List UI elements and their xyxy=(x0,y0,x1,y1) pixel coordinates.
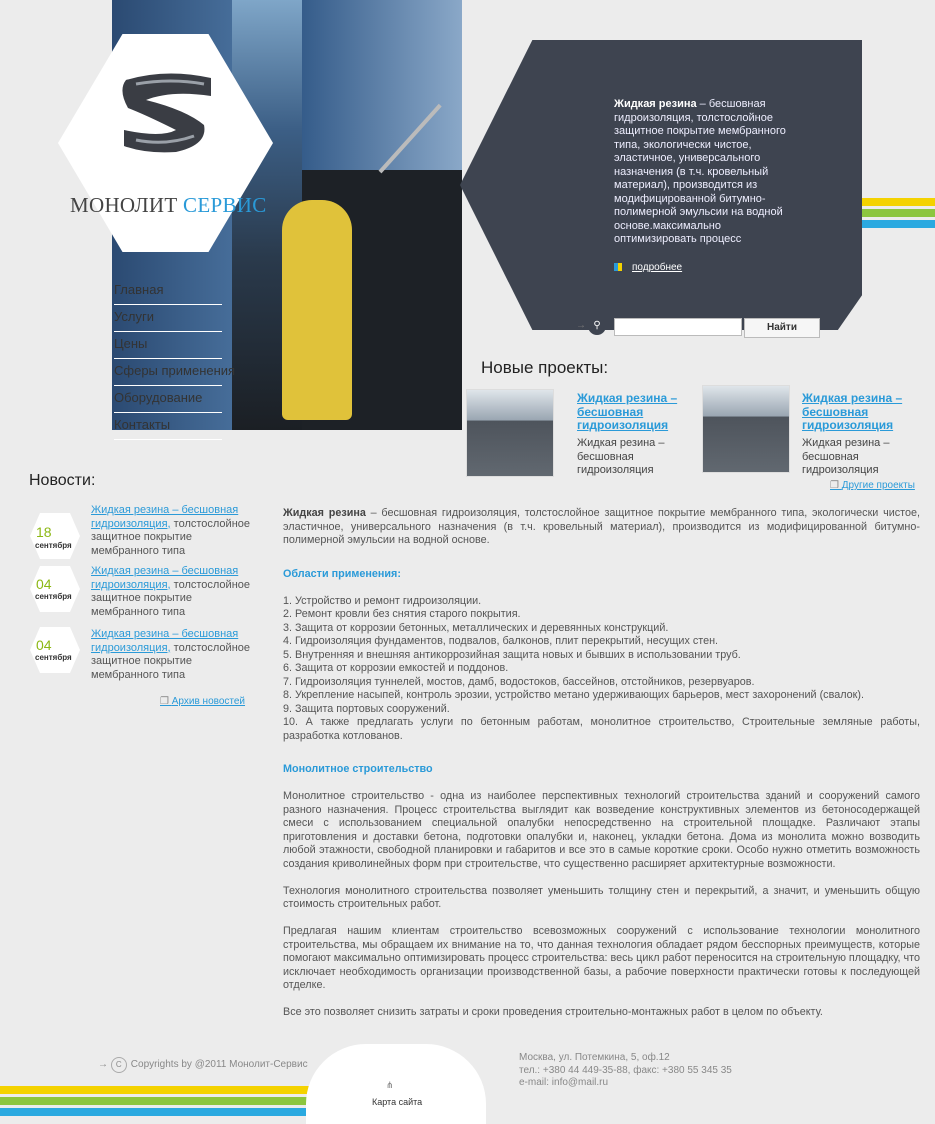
footer-email: e-mail: info@mail.ru xyxy=(519,1077,609,1088)
logo-word-2: СЕРВИС xyxy=(183,193,267,217)
search-button[interactable]: Найти xyxy=(744,318,820,338)
footer-address: Москва, ул. Потемкина, 5, оф.12 xyxy=(519,1052,670,1063)
archive-label: Архив новостей xyxy=(171,696,246,707)
copy-icon: ❐ xyxy=(830,480,842,491)
news-link[interactable]: Жидкая резина – бесшовная гидроизоляция, xyxy=(91,628,239,654)
news-month: сентября xyxy=(35,653,72,662)
intro-text: – бесшовная гидроизоляция, толстослойное защитное покрытие мембранного типа, экологически чистое, эластичное, универсального назначения (в т.ч. кровельный материал), производится из модифицированной битумно-полимерной эмульсии на водной основе. xyxy=(283,507,920,546)
promo-bold: Жидкая резина xyxy=(614,98,697,110)
more-projects-link[interactable] xyxy=(830,480,915,491)
decor-stripes-bottom xyxy=(0,1086,320,1116)
copyright xyxy=(98,1057,308,1073)
news-day: 04 xyxy=(36,576,52,592)
footer-contacts xyxy=(519,1052,732,1090)
worker-figure xyxy=(282,200,352,420)
main-nav xyxy=(114,278,236,440)
logo-s-icon[interactable] xyxy=(116,70,218,156)
intro-paragraph xyxy=(283,507,920,548)
copy-icon: ❐ xyxy=(160,696,172,707)
footer-phones: тел.: +380 44 449-35-88, факс: +380 55 345 35 xyxy=(519,1064,732,1076)
news-link[interactable]: Жидкая резина – бесшовная гидроизоляция, xyxy=(91,504,239,530)
list-item: 9. Защита портовых сооружений. xyxy=(283,702,450,715)
nav-item-applications[interactable]: Сферы применения xyxy=(114,359,222,386)
project-description: Жидкая резина – бесшовная гидроизоляция xyxy=(577,437,665,476)
paragraph: Технология монолитного строительства позволяет уменьшить толщину стен и перекрытий, а значит, и уменьшить общую стоимость строительных работ. xyxy=(283,884,920,910)
list-item: 8. Укрепление насыпей, контроль эрозии, устройство метано удерживающих барьеров, мест захоронений (свалок). xyxy=(283,689,864,701)
logo-word-1: МОНОЛИТ xyxy=(70,193,178,217)
copyright-icon: C xyxy=(111,1057,127,1073)
more-bullet-icon xyxy=(614,263,622,271)
news-month: сентября xyxy=(35,541,72,550)
list-item: 7. Гидроизоляция туннелей, мостов, дамб, водостоков, бассейнов, отстойников, резервуаров. xyxy=(283,675,755,688)
paragraph: Монолитное строительство - одна из наиболее перспективных технологий строительства зданий и сооружений самого разного назначения. Процесс строительства выглядит как возведение конструктивных элементов из бетоносодержащей смеси с использованием специальной опалубки непосредственно на строительной площадке. Различают этапы приготовления и доставки бетона, подготовки опалубки и, наконец, укладки бетона. Дома из монолита можно возводить любой этажности, свободной планировки и габаритов и все это в самые короткие сроки. Особо нужно отметить возможность создания криволинейных форм при строительстве, что существенно расширяет архитектурные возможности. xyxy=(283,790,920,870)
news-month: сентября xyxy=(35,592,72,601)
projects-heading: Новые проекты: xyxy=(481,358,609,377)
promo-text xyxy=(614,98,804,247)
sitemap-icon[interactable]: ⋔ xyxy=(386,1080,394,1090)
news-day: 04 xyxy=(36,637,52,653)
project-title-link[interactable]: Жидкая резина – бесшовная гидроизоляция xyxy=(802,391,903,432)
list-item: 3. Защита от коррозии бетонных, металлических и деревянных конструкций. xyxy=(283,621,669,634)
nav-item-home[interactable]: Главная xyxy=(114,278,222,305)
nav-item-equipment[interactable]: Оборудование xyxy=(114,386,222,413)
list-item: 6. Защита от коррозии емкостей и поддонов. xyxy=(283,662,509,674)
news-item xyxy=(91,628,259,682)
project-thumbnail[interactable] xyxy=(466,389,554,477)
nav-item-contacts[interactable]: Контакты xyxy=(114,413,222,440)
news-text: толстослойное защитное покрытие мембранного типа xyxy=(91,641,251,681)
areas-heading: Области применения: xyxy=(283,567,401,580)
project-description: Жидкая резина – бесшовная гидроизоляция xyxy=(802,437,890,476)
news-link[interactable]: Жидкая резина – бесшовная гидроизоляция, xyxy=(91,565,239,591)
news-heading: Новости: xyxy=(29,472,96,489)
copyright-text: Copyrights by @2011 Монолит-Сервис xyxy=(130,1059,308,1070)
arrow-icon: → xyxy=(576,320,586,331)
promo-body: – бесшовная гидроизоляция, толстослойное защитное покрытие мембранного типа, экологически чистое, эластичное, универсального назначения (в т.ч. кровельный материал), производится из модифицированной битумно-полимерной эмульсии на водной основе.максимально оптимизировать процесс xyxy=(614,98,786,245)
more-projects-label: Другие проекты xyxy=(841,480,915,491)
arrow-icon: → xyxy=(98,1059,111,1070)
search-input[interactable] xyxy=(614,318,742,336)
news-text: толстослойное защитное покрытие мембранного типа xyxy=(91,517,251,557)
news-archive-link[interactable] xyxy=(160,696,245,707)
project-thumbnail[interactable] xyxy=(702,385,790,473)
intro-bold: Жидкая резина xyxy=(283,507,366,519)
news-item xyxy=(91,565,259,619)
list-item: 4. Гидроизоляция фундаментов, подвалов, балконов, плит перекрытий, несущих стен. xyxy=(283,635,719,647)
news-day: 18 xyxy=(36,524,52,540)
sitemap-link[interactable]: Карта сайта xyxy=(372,1097,423,1107)
nav-item-prices[interactable]: Цены xyxy=(114,332,222,359)
list-item: 2. Ремонт кровли без снятия старого покрытия. xyxy=(283,608,521,620)
nav-item-services[interactable]: Услуги xyxy=(114,305,222,332)
decor-stripes-top xyxy=(862,198,935,232)
list-item: 1. Устройство и ремонт гидроизоляции. xyxy=(283,594,482,607)
news-text: толстослойное защитное покрытие мембранного типа xyxy=(91,578,251,618)
mono-heading: Монолитное строительство xyxy=(283,763,433,775)
main-content xyxy=(283,507,920,1033)
paragraph: Все это позволяет снизить затраты и сроки проведения строительно-монтажных работ в целом по объекту. xyxy=(283,1006,823,1018)
list-item: 10. А также предлагать услуги по бетонным работам, монолитное строительство, Строительные земляные работы, разработка котлованов. xyxy=(283,716,920,742)
paragraph: Предлагая нашим клиентам строительство всевозможных сооружений с использование технологии монолитного строительства, мы обращаем их внимание на то, что данная технология обладает рядом бесспорных преимуществ, которые помогают максимально оптимизировать процесс строительства: весь цикл работ переносится на строительную площадку, что исключает необходимость организации производственной базы, а рабочие поверхности практически готовы к последующей отделке. xyxy=(283,925,921,991)
search-icon[interactable]: ⚲ xyxy=(588,317,606,335)
footer-tab xyxy=(306,1044,486,1124)
news-item xyxy=(91,504,259,558)
project-title-link[interactable]: Жидкая резина – бесшовная гидроизоляция xyxy=(577,391,678,432)
promo-more-link[interactable]: подробнее xyxy=(632,262,683,273)
list-item: 5. Внутренняя и внешняя антикоррозийная защита новых и бывших в использовании труб. xyxy=(283,648,741,661)
logo-text[interactable] xyxy=(70,193,267,218)
areas-list xyxy=(283,595,920,744)
